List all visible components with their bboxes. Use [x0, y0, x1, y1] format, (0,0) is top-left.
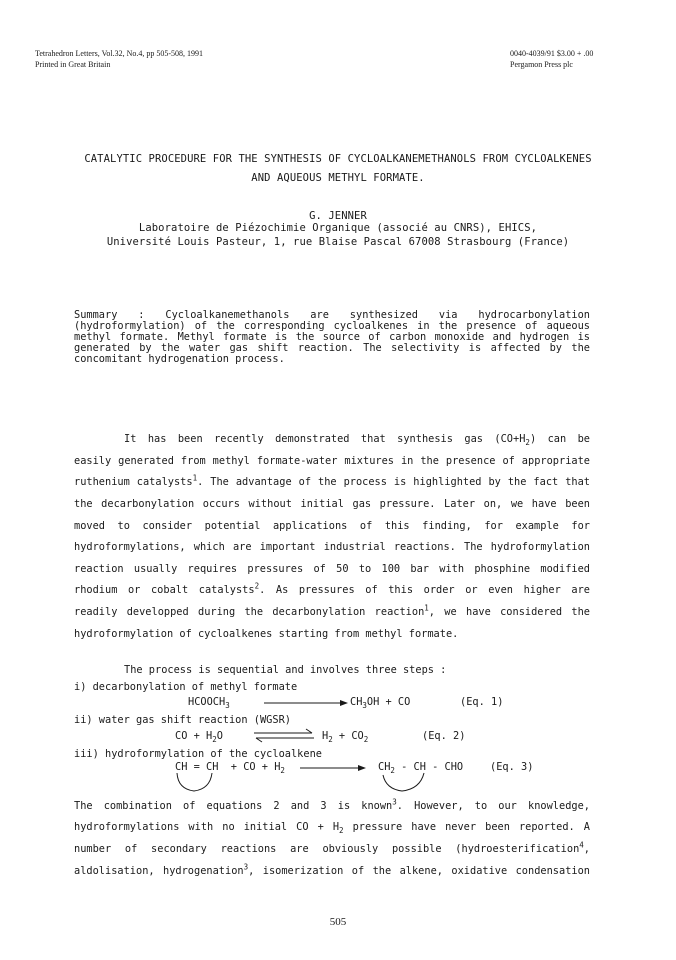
summary-line: generated by the water gas shift reaction. The selectivity is affected by the	[74, 342, 590, 354]
body-line: rhodium or cobalt catalysts$^2$. As pressures of this order or even higher are	[74, 581, 590, 596]
summary-line: (hydroformylation) of the corresponding cycloalkenes in the presence of aqueous	[74, 320, 590, 332]
eq1-products: $CH_3OH$ + CO	[350, 696, 411, 711]
body-line: hydroformylations, which are important industrial reactions. The hydroformylation	[74, 541, 590, 553]
publisher: Pergamon Press plc	[510, 60, 573, 69]
eq2-products: $H_2 + CO_2$	[322, 730, 369, 745]
step-1-label: i) decarbonylation of methyl formate	[74, 681, 298, 693]
body-line: The combination of equations 2 and 3 is known$^3$. However, to our knowledge,	[74, 797, 590, 812]
summary-line: methyl formate. Methyl formate is the source of carbon monoxide and hydrogen is	[74, 331, 590, 343]
body-line: It has been recently demonstrated that synthesis gas $(CO+H_2)$ can be	[124, 433, 590, 448]
step-2-label: ii) water gas shift reaction (WGSR)	[74, 714, 291, 726]
body-line: ruthenium catalysts$^1$. The advantage of the process is highlighted by the fact that	[74, 473, 590, 488]
eq3-reactants: CH = CH + CO + $H_2$	[175, 761, 285, 776]
affiliation-line-1: Laboratoire de Piézochimie Organique (associé au CNRS), EHICS,	[138, 222, 538, 234]
page-number: 505	[329, 916, 347, 928]
eq1-label: (Eq. 1)	[460, 696, 504, 708]
body-line: easily generated from methyl formate-water mixtures in the presence of appropriate	[74, 455, 590, 467]
body-line: hydroformylations with no initial CO + $H_2$ pressure have never been reported. A	[74, 821, 590, 836]
eq3-arrow	[300, 762, 366, 774]
body-line: aldolisation, hydrogenation$^3$, isomerization of the alkene, oxidative condensation	[74, 862, 590, 877]
body-line: hydroformylation of cycloalkenes starting from methyl formate.	[74, 628, 459, 640]
body-line: reaction usually requires pressures of 50 to 100 bar with phosphine modified	[74, 563, 590, 575]
body-line: readily developped during the decarbonylation reaction$^1$, we have considered the	[74, 603, 590, 618]
eq3-ring-bracket-left	[174, 771, 218, 793]
article-code: 0040-4039/91 $3.00 + .00	[510, 49, 594, 58]
affiliation-line-2: Université Louis Pasteur, 1, rue Blaise Pascal 67008 Strasbourg (France)	[106, 236, 570, 248]
article-title-line-2: AND AQUEOUS METHYL FORMATE.	[251, 172, 425, 184]
summary-line: concomitant hydrogenation process.	[74, 353, 285, 365]
eq3-ring-bracket-right	[380, 771, 430, 793]
article-title-line-1: CATALYTIC PROCEDURE FOR THE SYNTHESIS OF CYCLOALKANEMETHANOLS FROM CYCLOALKENES	[84, 153, 592, 165]
eq2-equilibrium-arrows	[254, 729, 316, 743]
body-line: The process is sequential and involves three steps :	[124, 664, 447, 676]
body-line: moved to consider potential applications of this finding, for example for	[74, 520, 590, 532]
eq1-arrow	[264, 697, 348, 709]
summary-line: Summary : Cycloalkanemethanols are synthesized via hydrocarbonylation	[74, 309, 590, 321]
printed-in: Printed in Great Britain	[35, 60, 111, 69]
eq1-reactant: $HCOOCH_3$	[188, 696, 230, 711]
body-line: number of secondary reactions are obviously possible (hydroesterification$^4$,	[74, 840, 590, 855]
eq2-label: (Eq. 2)	[422, 730, 466, 742]
eq3-products: $CH_2$ - CH - CHO	[378, 761, 464, 776]
eq3-label: (Eq. 3)	[490, 761, 534, 773]
author-name: G. JENNER	[309, 210, 367, 222]
body-line: the decarbonylation occurs without initial gas pressure. Later on, we have been	[74, 498, 590, 510]
step-3-label: iii) hydroformylation of the cycloalkene	[74, 748, 322, 760]
eq2-reactants: CO + $H_2O$	[175, 730, 223, 745]
journal-citation: Tetrahedron Letters, Vol.32, No.4, pp 505-508, 1991	[35, 49, 204, 58]
